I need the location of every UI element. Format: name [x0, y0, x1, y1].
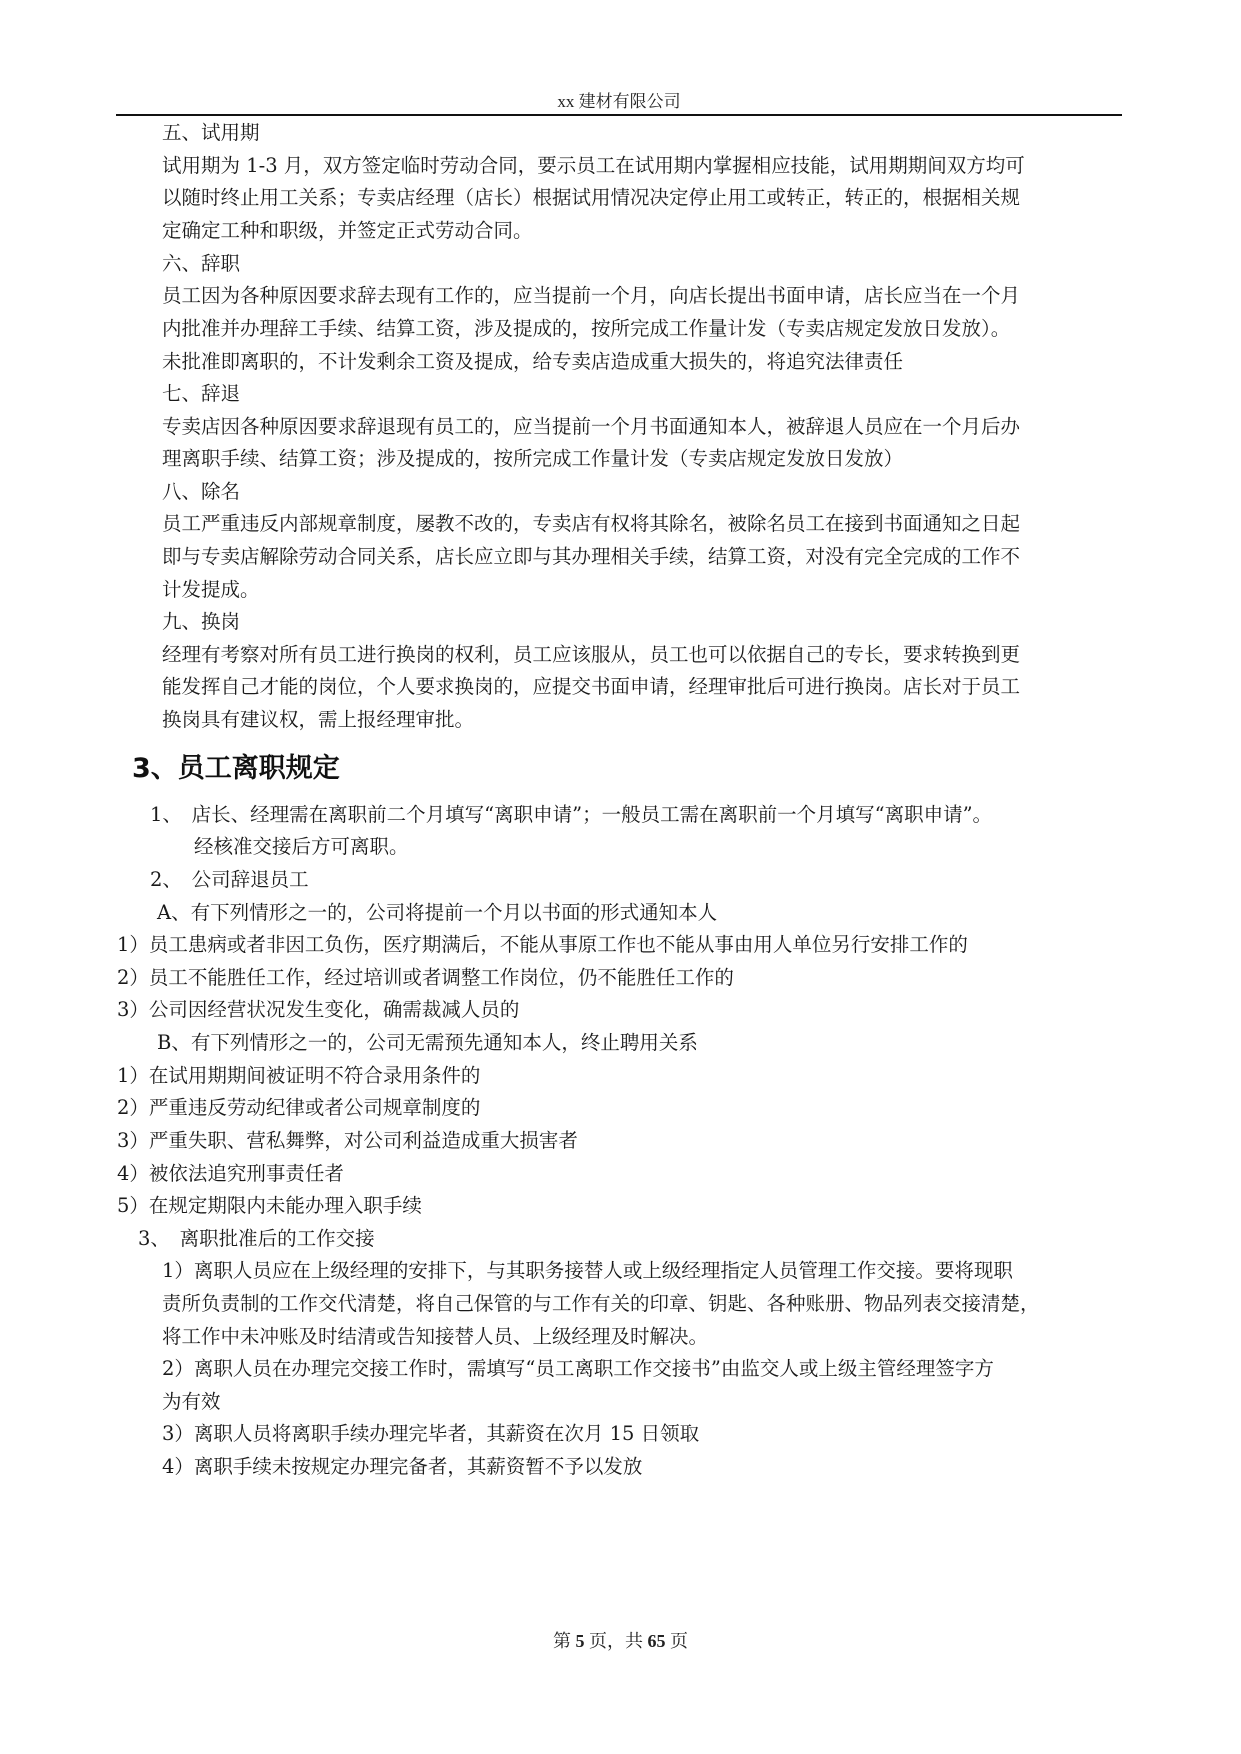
- paragraph-line: 经理有考察对所有员工进行换岗的权利，员工应该服从，员工也可以依据自己的专长，要求转换到更: [162, 643, 1021, 666]
- paragraph-line: 定确定工种和职级，并签定正式劳动合同。: [162, 219, 533, 242]
- paragraph-line: 员工因为各种原因要求辞去现有工作的，应当提前一个月，向店长提出书面申请，店长应当在一个月: [162, 284, 1021, 307]
- list-item: 1）员工患病或者非因工负伤，医疗期满后，不能从事原工作也不能从事由用人单位另行安排工作的: [117, 933, 968, 956]
- paragraph-line: 计发提成。: [162, 578, 260, 601]
- list-item: 4）被依法追究刑事责任者: [117, 1162, 344, 1185]
- footer-middle: 页，共: [589, 1631, 643, 1651]
- sub-heading: B、有下列情形之一的，公司无需预先通知本人，终止聘用关系: [157, 1031, 698, 1054]
- page-header: xx 建材有限公司: [557, 92, 681, 111]
- paragraph-line: 未批准即离职的，不计发剩余工资及提成，给专卖店造成重大损失的，将追究法律责任: [162, 350, 904, 373]
- paragraph-line: 专卖店因各种原因要求辞退现有员工的，应当提前一个月书面通知本人，被辞退人员应在一个月后办: [162, 415, 1021, 438]
- paragraph-line: 2）离职人员在办理完交接工作时，需填写“员工离职工作交接书”由监交人或上级主管经理签字方: [162, 1357, 994, 1380]
- paragraph-line: 试用期为 1-3 月，双方签定临时劳动合同，要示员工在试用期内掌握相应技能，试用期期间双方均可: [162, 154, 1025, 177]
- paragraph-line: 能发挥自己才能的岗位，个人要求换岗的，应提交书面申请，经理审批后可进行换岗。店长对于员工: [162, 675, 1021, 698]
- paragraph-line: 责所负责制的工作交代清楚，将自己保管的与工作有关的印章、钥匙、各种账册、物品列表交接清楚，: [162, 1292, 1040, 1315]
- section-title: 3、员工离职规定: [132, 753, 340, 784]
- paragraph-line: 员工严重违反内部规章制度，屡教不改的，专卖店有权将其除名，被除名员工在接到书面通知之日起: [162, 512, 1021, 535]
- list-item: 2）严重违反劳动纪律或者公司规章制度的: [117, 1096, 481, 1119]
- list-item: 2、 公司辞退员工: [150, 868, 309, 891]
- list-item: 5）在规定期限内未能办理入职手续: [117, 1194, 422, 1217]
- paragraph-line: 内批准并办理辞工手续、结算工资，涉及提成的，按所完成工作量计发（专卖店规定发放日发放）。: [162, 317, 1011, 340]
- page-number: 5: [575, 1631, 585, 1651]
- list-item: 3、 离职批准后的工作交接: [138, 1227, 375, 1250]
- heading-probation: 五、试用期: [162, 121, 260, 144]
- list-item: 3）公司因经营状况发生变化，确需裁减人员的: [117, 998, 520, 1021]
- heading-job-rotation: 九、换岗: [162, 610, 241, 633]
- list-item: 1）在试用期期间被证明不符合录用条件的: [117, 1064, 481, 1087]
- page-total: 65: [647, 1631, 666, 1651]
- paragraph-line: 换岗具有建议权，需上报经理审批。: [162, 708, 475, 731]
- footer-suffix: 页: [670, 1631, 688, 1651]
- paragraph-line: 即与专卖店解除劳动合同关系，店长应立即与其办理相关手续，结算工资，对没有完全完成的工作不: [162, 545, 1021, 568]
- paragraph-line: 3）离职人员将离职手续办理完毕者，其薪资在次月 15 日领取: [162, 1422, 700, 1445]
- paragraph-line: 将工作中未冲账及时结清或告知接替人员、上级经理及时解决。: [162, 1325, 709, 1348]
- paragraph-line: 为有效: [162, 1390, 221, 1413]
- list-item: 1、 店长、经理需在离职前二个月填写“离职申请”；一般员工需在离职前一个月填写“离职申请”。: [150, 803, 993, 826]
- sub-heading: A、有下列情形之一的，公司将提前一个月以书面的形式通知本人: [157, 901, 718, 924]
- paragraph-line: 1）离职人员应在上级经理的安排下，与其职务接替人或上级经理指定人员管理工作交接。要将现职: [162, 1259, 1013, 1282]
- list-item-cont: 经核准交接后方可离职。: [194, 835, 409, 858]
- footer-prefix: 第: [553, 1631, 571, 1651]
- page-footer: [0, 1627, 1241, 1653]
- heading-resignation: 六、辞职: [162, 252, 241, 275]
- list-item: 2）员工不能胜任工作，经过培训或者调整工作岗位，仍不能胜任工作的: [117, 966, 734, 989]
- list-item: 3）严重失职、营私舞弊，对公司利益造成重大损害者: [117, 1129, 578, 1152]
- paragraph-line: 以随时终止用工关系；专卖店经理（店长）根据试用情况决定停止用工或转正，转正的，根据相关规: [162, 186, 1021, 209]
- heading-expulsion: 八、除名: [162, 480, 241, 503]
- paragraph-line: 4）离职手续未按规定办理完备者，其薪资暂不予以发放: [162, 1455, 643, 1478]
- header-rule: [116, 114, 1122, 116]
- paragraph-line: 理离职手续、结算工资；涉及提成的，按所完成工作量计发（专卖店规定发放日发放）: [162, 447, 904, 470]
- heading-dismissal: 七、辞退: [162, 382, 241, 405]
